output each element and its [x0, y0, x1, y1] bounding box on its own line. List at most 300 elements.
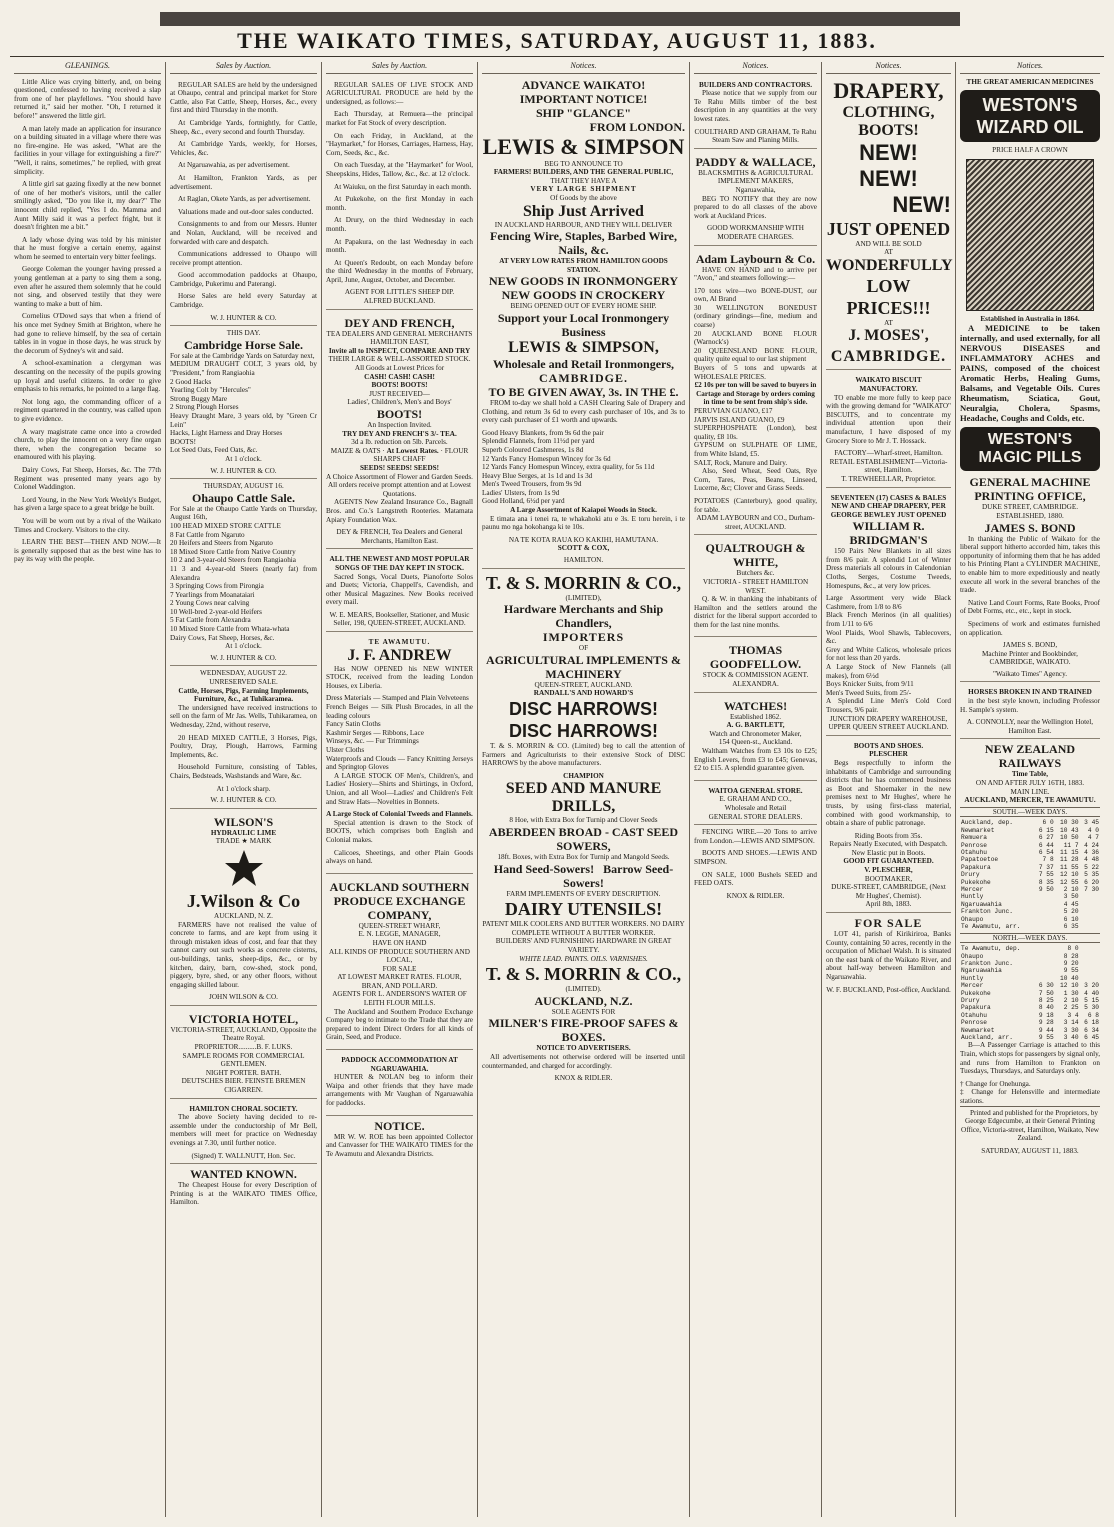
cambridge: CAMBRIDGE.	[538, 370, 628, 385]
station-name: Pukekohe	[961, 878, 991, 886]
just-opened: JUST OPENED	[826, 218, 951, 239]
dey-orders: All orders receive prompt attention and at Lowest Quotations.	[327, 481, 472, 498]
departure-time: 5 15	[1084, 996, 1099, 1004]
auckland-nz: AUCKLAND, N.Z.	[534, 993, 633, 1008]
sale-item: 8 Fat Cattle from Ngaruto	[170, 530, 245, 539]
dey-seeds-sub: A Choice Assortment of Flower and Garden Seeds.	[326, 472, 473, 481]
disc-harrows-1: DISC HARROWS!	[509, 699, 658, 719]
departure-time: 6 34	[1084, 1026, 1099, 1034]
timetable-row	[960, 901, 1100, 908]
goods-item: 12 Yards Fancy Homespun Wincey for 3s 6d	[482, 454, 611, 463]
bond-item: Native Land Court Forms, Rate Books, Proof of Debt Forms, etc., etc., kept in stock.	[960, 598, 1100, 616]
station-name: Papakura	[961, 1004, 991, 1012]
departure-time: 4 24	[1084, 841, 1099, 849]
departure-time: 6 8	[1087, 1011, 1099, 1019]
ad-line: Horse Sales are held every Saturday at Cambridge.	[170, 292, 317, 310]
general-printing: GENERAL MACHINE PRINTING OFFICE,	[969, 475, 1091, 504]
dey-just: JUST RECEIVED—	[369, 389, 430, 398]
timetable-row	[960, 1019, 1100, 1026]
biscuit-ad	[826, 373, 951, 487]
ad-signature: W. J. HUNTER & CO.	[210, 313, 277, 322]
departure-time: 10 50	[1060, 834, 1079, 842]
wilson-text: FARMERS have not realised the value of concrete to farms, and are kept from using it through mistaken ideas of cost, and fear that they cannot carry out such works as concrete cisterns, out-buildings, tanks, sheep-dips, &c., or by kitchen, dairy, barn, cow-shed, stock pond, piggery, byre, shed, or any other floors, without engaging skilled labour.	[170, 920, 317, 989]
goodfellow-title: THOMAS GOODFELLOW.	[709, 643, 802, 672]
stock-item: Wool Plaids, Wool Shawls, Tablecovers, &c.	[826, 628, 951, 646]
boots-title: BOOTS AND SHOES.	[853, 741, 924, 750]
departure-time	[1080, 908, 1100, 915]
departure-time	[1080, 960, 1100, 967]
jarvis: JARVIS ISLAND GUANO, £9	[694, 415, 785, 424]
choral-society-ad	[170, 1102, 317, 1165]
gleaning-paragraph: LEARN THE BEST—THEN AND NOW.—It is generally supposed that as the best wine has to pay its way with the people.	[14, 538, 161, 564]
timetable-row	[960, 856, 1100, 863]
from-today: FROM to-day we shall hold a CASH Clearing Sale of Drapery and Clothing, and return 3s 6d to every cash purchaser of 10s, and 3s to every cash purchaser of £1 worth and upwards.	[482, 398, 685, 425]
ad-lines	[326, 110, 473, 284]
departure-time: 11 55	[1060, 863, 1079, 871]
ad-line: At Queen's Redoubt, on each Monday before the third Wednesday in the months of February, April, June, August, October, and December.	[326, 258, 473, 284]
plescher-sign: V. PLESCHER,	[864, 866, 913, 875]
change-onehunga: † Change for Onehunga.	[960, 1079, 1031, 1088]
dey-french-ad	[326, 313, 473, 550]
cambridge: CAMBRIDGE.	[826, 345, 951, 370]
departure-time: 3 30	[1063, 1026, 1079, 1034]
of: OF	[578, 644, 589, 653]
wanted-text: The Cheapest House for every Description of Printing is at the WAIKATO TIMES Office, Hamilton.	[170, 1181, 317, 1207]
timetable-row	[960, 990, 1100, 997]
superphosphate: SUPERPHOSPHATE (London), best quality, £8 10s.	[694, 424, 817, 441]
departure-time: 10 43	[1060, 826, 1079, 834]
ad-line: On each Friday, in Auckland, at the "Haymarket," for Horses, Carriages, Harness, Hay, Corn, Seeds, &c., &c.	[326, 131, 473, 157]
maori-notice: E timata ana i tenei ra, te whakahoki atu e 3s. E toru herein, i te paunu mo nga hokohanga ki te 10s.	[482, 514, 685, 532]
departure-time: 4 36	[1084, 849, 1099, 857]
departure-time: 8 0	[1067, 945, 1079, 953]
sale-item: 10 2 and 3-year-old Steers from Rangiaohia	[170, 556, 296, 565]
alexandra: ALEXANDRA.	[732, 680, 779, 689]
column-header: Sales by Auction.	[170, 62, 317, 74]
ad-line: Consignments to and from our Messrs. Hunter and Nolan, Auckland, will be received and forwarded with care and despatch.	[170, 220, 317, 246]
choral-text: The above Society having decided to re-assemble under the conductorship of Mr Bell, members will meet for practice on Wednesday evenings at 7.30, until further notice.	[170, 1113, 317, 1147]
milner-safes: MILNER'S FIRE-PROOF SAFES & BOXES.	[488, 1016, 679, 1045]
departure-time	[1034, 908, 1054, 915]
columns	[10, 62, 1104, 1517]
timetable-row	[960, 879, 1100, 886]
advertisers-title: NOTICE TO ADVERTISERS.	[536, 1044, 631, 1053]
sale-item: 7 Yearlings from Moanataiari	[170, 590, 255, 599]
ad-lines	[170, 119, 317, 310]
departure-time	[1080, 923, 1100, 930]
moses: J. MOSES',	[848, 327, 929, 345]
departure-time: 10 30	[1060, 819, 1079, 827]
departure-time: 6 10	[1063, 915, 1079, 923]
duke-street: DUKE STREET, CAMBRIDGE.	[981, 503, 1079, 512]
timetable-row	[960, 945, 1100, 952]
drapery: DRAPERY,	[833, 77, 944, 103]
horses-title: HORSES BROKEN IN AND TRAINED	[968, 688, 1092, 697]
new-2: NEW!	[859, 165, 918, 191]
choral-title: HAMILTON CHORAL SOCIETY.	[189, 1104, 298, 1113]
timetable-row	[960, 864, 1100, 871]
plescher: PLESCHER	[869, 750, 908, 759]
potatoes: POTATOES (Canterbury), good quality, for table.	[694, 496, 817, 514]
station-name: Mercer	[961, 886, 984, 894]
stock-item: Kashmir Serges — Ribbons, Lace	[326, 728, 424, 737]
andrew-special: Special attention is drawn to the Stock of BOOTS, which comprises both English and Colonial makes.	[326, 818, 473, 844]
wilson-sign: JOHN WILSON & CO.	[209, 993, 278, 1002]
dairy-utensils: DAIRY UTENSILS!	[504, 899, 663, 920]
departure-time: 9 20	[1063, 959, 1079, 967]
departure-time: 6 35	[1063, 923, 1079, 931]
builders-contractors-ad	[694, 78, 817, 149]
north-header: NORTH.—WEEK DAYS.	[960, 933, 1100, 944]
will-be-sold: AND WILL BE SOLD	[855, 239, 922, 248]
exchange-text: The Auckland and Southern Produce Exchange Company beg to intimate to the Trade that they are prepared to indent Direct Orders for all kinds of Grain, Seed, and Produce.	[326, 1007, 473, 1042]
hotel-beer: DEUTSCHES BIER. FEINSTE BREMEN CIGARREN.	[181, 1077, 306, 1095]
goods-item: Men's Tweed Trousers, from 9s 9d	[482, 480, 582, 489]
dey-inspect: An Inspection Invited.	[367, 421, 432, 429]
hotel-night: NIGHT PORTER. BATH.	[205, 1068, 282, 1077]
timetable-row	[960, 923, 1100, 930]
fit: GOOD FIT GUARANTEED.	[843, 857, 934, 866]
stock-item: Winseys, &c. — Fur Trimmings	[326, 737, 419, 746]
column-notices-1	[478, 62, 690, 1517]
dey-tea: TRY DEY AND FRENCH'S 3/- TEA.	[342, 429, 457, 438]
dey-boots-2: BOOTS!	[376, 407, 423, 421]
horse-sale-title: Cambridge Horse Sale.	[184, 337, 303, 352]
kaiapoi: A Large Assortment of Kaiapoi Woods in Stock.	[510, 506, 657, 515]
ad-line: At Papakura, on the last Wednesday in each month.	[326, 237, 473, 255]
sale-text: The undersigned have received instructions to sell on the farm of Mr Jas. Wells, Tuhikaramea, on Wednesday, 22nd, without reserve,	[170, 703, 317, 729]
stock-item: Dress Materials — Stamped and Plain Velveteens	[326, 694, 469, 703]
new-goods-crockery: NEW GOODS IN CROCKERY	[501, 288, 666, 303]
andrew-items	[326, 694, 473, 771]
ad-signature: ALFRED BUCKLAND.	[363, 297, 436, 306]
boots-shoes: BOOTS AND SHOES.—LEWIS AND SIMPSON.	[694, 849, 817, 866]
hotel-proprietor: PROPRIETOR..........B. F. LUKS.	[194, 1043, 293, 1052]
exchange-manager: E. N. LEGGE, MANAGER,	[358, 930, 441, 939]
horses-ad	[960, 685, 1100, 739]
station-name: Frankton Junc.	[961, 908, 1013, 916]
dey-maize: MAIZE & OATS	[330, 446, 381, 455]
butchers: Butchers &c.	[736, 569, 775, 578]
disc-text: T. & S. MORRIN & CO. (Limited) beg to call the attention of Farmers and Agriculturists to their extensive Stock of DISC HARROWS by the above manufacturers.	[482, 742, 685, 768]
sale-item: 2 Young Cows near calving	[170, 599, 250, 608]
departure-time: 9 50	[1038, 886, 1054, 894]
sale-item: Strong Buggy Mare	[170, 394, 228, 403]
timetable-row	[960, 967, 1100, 974]
exchange-title: AUCKLAND SOUTHERN PRODUCE EXCHANGE COMPANY,	[329, 879, 470, 922]
ngaruawahia: Ngaruawahia,	[735, 185, 776, 194]
ad-line: On each Tuesday, at the "Haymarket" for Wool, Sheepskins, Hides, Tallow, &c., &c. at 12 o'clock.	[326, 161, 473, 178]
sale-item: 10 Well-bred 2-year-old Heifers	[170, 607, 262, 616]
qualtrough-text: Q. & W. in thanking the inhabitants of Hamilton and the settlers around the district for the liberal support accorded to them for the last nine months.	[694, 595, 817, 629]
peruvian: PERUVIAN GUANO, £17	[694, 407, 773, 415]
departure-time: 3 50	[1063, 893, 1079, 901]
departure-time: 12 55	[1060, 878, 1079, 886]
stock-item: Ulster Cloths	[326, 746, 365, 754]
sale-item: Household Furniture, consisting of Tables, Chairs, Bedsteads, Washstands and Ware, &c.	[170, 763, 317, 780]
paddock-text: HUNTER & NOLAN beg to inform their Waipa and other friends that they have made arrangements with Mr Vaughan of Ngaruawahia for paddocks.	[326, 1073, 473, 1107]
they-have: THAT THEY HAVE A	[550, 176, 617, 185]
station-name: Mercer	[961, 982, 984, 990]
of-goods: Of Goods by the above	[550, 193, 617, 202]
dey-prices: All Goods at Lowest Prices for	[354, 364, 445, 373]
ad-line: At Ngaruawahia, as per advertisement.	[178, 161, 290, 170]
wilson-sub: HYDRAULIC LIME	[210, 828, 277, 837]
stock-item: A Large Stock of New Flannels (all makes), from 6½d	[826, 663, 951, 680]
masthead: THE WAIKATO TIMES, SATURDAY, AUGUST 11, 1883.	[237, 28, 877, 53]
departure-time	[1034, 916, 1054, 923]
departure-time: 7 50	[1038, 989, 1054, 997]
waitoa-title: WAITOA GENERAL STORE.	[708, 786, 803, 795]
dey-grain-row: MAIZE & OATS · At Lowest Rates. · FLOUR SHARPS CHAFF	[330, 446, 469, 464]
departure-time	[1034, 923, 1054, 930]
ad-line: Each Thursday, at Remuera—the principal market for Fat Stock of every description.	[326, 110, 473, 127]
departure-time: 8 25	[1038, 996, 1054, 1004]
knox-ridler: KNOX & RIDLER.	[726, 891, 785, 900]
departure-time: 5 22	[1084, 863, 1099, 871]
bootmaker: BOOTMAKER,	[864, 874, 913, 883]
sale-item: 20 Heifers and Steers from Ngaruto	[170, 539, 273, 548]
departure-time: 8 28	[1063, 952, 1079, 960]
choral-sign: (Signed) T. WALLNUTT, Hon. Sec.	[191, 1151, 296, 1160]
paddy-sub: BLACKSMITHS & AGRICULTURAL IMPLEMENT MAKERS,	[698, 168, 813, 186]
paddock-ad	[326, 1053, 473, 1116]
very-large: VERY LARGE SHIPMENT	[530, 185, 637, 194]
at: AT	[884, 248, 893, 257]
timetable-row	[960, 960, 1100, 967]
departure-time: 9 44	[1038, 1026, 1054, 1034]
departure-time: 6 20	[1084, 878, 1099, 886]
sale-date: WEDNESDAY, AUGUST 22.	[200, 669, 287, 678]
andrew-ad	[326, 635, 473, 874]
dey-tea-sub: 3d a lb. reduction on 5lb. Parcels.	[351, 438, 448, 447]
station-name: Drury	[961, 871, 980, 879]
wilson-lime-ad	[170, 812, 317, 1006]
agent-line: AGENT FOR LITTLE'S SHEEP DIP.	[344, 288, 455, 297]
sale-date: THURSDAY, AUGUST 16.	[203, 482, 284, 491]
stock-item: Fancy Satin Cloths	[326, 720, 381, 729]
victoria-street: VICTORIA - STREET HAMILTON WEST.	[702, 577, 809, 595]
gleaning-paragraph: Cornelius O'Dowd says that when a friend of his once met Sydney Smith at Brighton, where he had gone to relieve himself, by the sea of certain tables in in vogue in those days, he was struck by the decorum of Sydney's wit and said.	[14, 312, 161, 355]
on-after: ON AND AFTER JULY 16TH, 1883.	[975, 779, 1085, 788]
connolly: A. CONNOLLY, near the Wellington Hotel, Hamilton East.	[966, 718, 1094, 735]
builders-hardware: BUILDERS' AND FURNISHING HARDWARE IN GREAT VARIETY.	[495, 937, 672, 954]
departure-time: 3 40	[1063, 1033, 1079, 1041]
dey-rates: At Lowest Rates.	[386, 446, 439, 455]
station-name: Otahuhu	[961, 1011, 987, 1019]
wilson-brand: WILSON'S	[213, 814, 274, 829]
harbour: IN AUCKLAND HARBOUR, AND THEY WILL DELIVER	[494, 220, 673, 229]
departure-time: 10 40	[1060, 974, 1079, 982]
stock-item: Large Assortment very wide Black Cashmere, from 1/8 to 8/6	[826, 594, 951, 611]
departure-time	[1034, 967, 1054, 974]
morrin-title: T. & S. MORRIN & CO.,	[485, 572, 682, 593]
bartlett: A. G. BARTLETT,	[726, 721, 785, 730]
goods-item: 12 Yards Fancy Homespun Wincey, extra quality, for 5s 11d	[482, 463, 655, 472]
exchange-agents: AGENTS FOR L. ANDERSON'S WATER OF LEITH FLOUR MILLS.	[332, 990, 467, 1008]
cattle-sale-items	[170, 505, 317, 643]
sole-agents: SOLE AGENTS FOR	[551, 1007, 616, 1016]
support-local: Support your Local Ironmongery Business	[497, 310, 670, 339]
departure-time: 9 18	[1038, 1011, 1054, 1019]
ad-line: At Waiuku, on the first Saturday in each month.	[334, 182, 472, 191]
hardware: Hardware Merchants and Ship Chandlers,	[503, 602, 664, 631]
advertisers-text: All advertisements not otherwise ordered will be inserted until countermanded, and charged for accordingly.	[482, 1052, 685, 1070]
sale-item: 20 HEAD MIXED CATTLE, 3 Horses, Pigs, Poultry, Dray, Plough, Harrows, Farming Implements, &c.	[170, 733, 317, 759]
paddy-wallace-ad	[694, 152, 817, 246]
station-name: Te Awamutu, arr.	[961, 923, 1021, 931]
randall: RANDALL'S AND HOWARD'S	[533, 689, 634, 698]
departure-time	[1080, 916, 1100, 923]
departure-time: 3 45	[1084, 819, 1099, 827]
andrew-calicoes: Calicoes, Sheetings, and other Plain Goods always on hand.	[326, 848, 473, 866]
sale-item: 11 3 and 4-year-old Steers (nearly fat) from Alexandra	[170, 564, 317, 582]
departure-time: 5 20	[1063, 908, 1079, 916]
timetable-row	[960, 886, 1100, 893]
sale-item: Yearling Colt by "Hercules"	[170, 386, 251, 395]
stock-item: Waterproofs and Clouds — Fancy Knitting Jerseys and Springtop Gloves	[326, 754, 473, 772]
andrew-sub: Has NOW OPENED his NEW WINTER STOCK, received from the leading London Houses, ex Liberia.	[326, 664, 473, 690]
paddock-title: PADDOCK ACCOMMODATION AT NGARUAWAHIA.	[341, 1056, 458, 1073]
station-name: Penrose	[961, 841, 987, 849]
farmers: FARMERS! BUILDERS, AND THE GENERAL PUBLIC,	[493, 168, 674, 177]
departure-time: 11 28	[1060, 856, 1079, 864]
new-goods-iron: NEW GOODS IN IRONMONGERY	[488, 274, 679, 289]
notice-ad	[326, 1119, 473, 1159]
sale-time: At 1 o'clock.	[225, 642, 262, 651]
bond-item: Specimens of work and estimates furnished on application.	[960, 619, 1100, 637]
coulthard: COULTHARD AND GRAHAM, Te Rahu Steam Saw and Planing Mills.	[694, 127, 817, 145]
sale-item: For Sale at the Ohaupo Cattle Yards on Thursday, August 16th,	[170, 504, 317, 522]
laybourn-text: HAVE ON HAND and to arrive per "Avon," and steamers following:—	[694, 265, 817, 283]
wizard-oil: WIZARD OIL	[976, 117, 1084, 138]
departure-time: 6 27	[1038, 834, 1054, 842]
cattle-sale-title: Ohaupo Cattle Sale.	[191, 490, 295, 505]
morrin-title-2: T. & S. MORRIN & CO.,	[485, 964, 682, 985]
stock-item: Boys Knicker Suits, from 9/11	[826, 680, 914, 689]
departure-time: 1 30	[1063, 989, 1079, 997]
duke-street: DUKE-STREET, CAMBRIDGE, (Next Mr Hughes', Chemist).	[831, 883, 946, 900]
gleaning-paragraph: Little Alice was crying bitterly, and, on being questioned, confessed to having received a slap from one of her playfellows. "You should have returned it," said her mother. "Oh, I returned it before!" answered the little girl.	[14, 77, 161, 120]
sale-item: Heavy Draught Mare, 3 years old, by "Green Cr Lein"	[170, 412, 317, 429]
departure-time	[1034, 945, 1054, 952]
dey-invite: Invite all to INSPECT, COMPARE AND TRY	[328, 346, 471, 355]
unreserved-sale: UNRESERVED SALE.	[209, 678, 278, 687]
departure-time: 12 10	[1060, 871, 1079, 879]
departure-time: 9 55	[1038, 1033, 1054, 1041]
qualtrough-title: QUALTROUGH & WHITE,	[705, 541, 806, 570]
laybourn-sign: ADAM LAYBOURN and CO., Durham-street, AUCKLAND.	[696, 514, 815, 531]
timetable-row	[960, 1004, 1100, 1011]
station-name: Auckland, arr.	[961, 1033, 1013, 1041]
stock-item: A Splendid Line Men's Cold Cord Trousers, 9/6 pair.	[826, 697, 951, 714]
hamilton: HAMILTON.	[482, 553, 685, 569]
stock-item: 30 WELLINGTON BONEDUST (ordinary grindings—fine, medium and coarse)	[694, 303, 817, 330]
station-name: Drury	[961, 996, 980, 1004]
gleaning-paragraph: A wary magistrate came once into a crowded church, to play the innocent on a very fine organ there, when the congregation became so enamoured with his playing.	[14, 427, 161, 462]
builders-text: Please notice that we supply from our Te Rahu Mills timber of the best description in any quantities at the very lowest rates.	[694, 89, 817, 123]
fencing-wire: FENCING WIRE.—20 Tons to arrive from London.—LEWIS AND SIMPSON.	[694, 828, 817, 845]
sale-item: Dairy Cows, Fat Sheep, Horses, &c.	[170, 633, 275, 642]
goods-item: Superb Coloured Cashmeres, 1s 8d	[482, 445, 584, 454]
departure-time: 7 37	[1038, 863, 1054, 871]
ad-line: At Hamilton, Frankton Yards, as per advertisement.	[170, 173, 317, 191]
column-header: Notices.	[482, 62, 685, 74]
gypsum: GYPSUM on SULPHATE OF LIME, from White Island, £5.	[694, 441, 817, 458]
station-name: Ohaupo	[961, 915, 984, 923]
gleaning-paragraph: George Coleman the younger having pressed a young gentleman at a party to sing them a song, even after he assured them solemnly that he could not sing, and observed testily that they were wanting to make a butt of him.	[14, 265, 161, 308]
masthead-bar	[160, 12, 960, 26]
champion: CHAMPION	[563, 771, 604, 780]
stock-item: Buyers of 5 tons and upwards at WHOLESALE PRICES.	[694, 364, 817, 381]
sale-item: 18 Mixed Store Cattle from Native Country	[170, 547, 296, 556]
established: Established 1862.	[729, 712, 782, 721]
departure-time: 8 40	[1038, 1004, 1054, 1012]
mears-sign: W. E. MEARS, Bookseller, Stationer, and Music Seller, 198, QUEEN-STREET, AUCKLAND.	[329, 610, 470, 628]
disc-harrows-2: DISC HARROWS!	[509, 721, 658, 741]
barrow-sowers: Barrow Seed-Sowers!	[563, 861, 674, 890]
timetable-row	[960, 975, 1100, 982]
departure-time: 12 10	[1060, 982, 1079, 990]
sale-item: MEDIUM DRAUGHT COLT, 3 years old, by "President," from Rangiaohia	[170, 360, 317, 378]
column-auction-2	[322, 62, 478, 1517]
bridgman-ad	[826, 491, 951, 736]
departure-time: 4 45	[1063, 900, 1079, 908]
sale-item: 100 HEAD MIXED STORE CATTLE	[170, 521, 281, 530]
timetable-row	[960, 908, 1100, 915]
importers: IMPORTERS	[542, 630, 625, 645]
departure-time: 2 10	[1063, 996, 1079, 1004]
departure-time: 9 55	[1063, 967, 1079, 975]
departure-time	[1034, 975, 1054, 982]
qualtrough-ad	[694, 538, 817, 637]
retail: RETAIL ESTABLISHMENT—Victoria-street, Hamilton.	[829, 457, 948, 475]
bartlett-address: 154 Queen-st., Auckland.	[718, 738, 793, 747]
timetable-row	[960, 842, 1100, 849]
medicine-text: A MEDICINE to be taken internally, and used externally, for all NERVOUS DISEASES and INFLAMMATORY ACHES and PAINS, composed of the choicest Aromatic Herbs, Healing Gums, Balsams, and Vegetable Oils. Cures Rheumatism, Sciatica, Gout, Neuralgia, Cholera, Spasms, Headache, Coughs and Colds, etc.	[960, 323, 1100, 424]
dey-flour: FLOUR SHARPS CHAFF	[373, 446, 469, 464]
hotel-address: VICTORIA-STREET, AUCKLAND, Opposite the Theatre Royal.	[170, 1025, 317, 1043]
departure-time: 4 40	[1084, 989, 1099, 997]
sale-item: Lot Seed Oats, Feed Oats, &c.	[170, 446, 258, 455]
medicine-illustration	[966, 159, 1094, 311]
departure-time	[1034, 901, 1054, 908]
departure-time: 6 0	[1042, 819, 1054, 827]
bond-items	[960, 599, 1100, 637]
advance-waikato: ADVANCE WAIKATO!	[521, 77, 646, 92]
fencing: Fencing Wire, Staples, Barbed Wire, Nails, &c.	[489, 229, 677, 258]
bond-city: CAMBRIDGE, WAIKATO.	[989, 658, 1071, 667]
station-name: Huntly	[961, 893, 984, 901]
gleaning-paragraph: A school-examination a clergyman was descanting on the necessity of the pupils growing up loyal and useful citizens. In order to give emphasis to his remarks, he pointed to a large flag.	[14, 359, 161, 394]
watch-maker: Watch and Chronometer Maker,	[709, 729, 802, 738]
goods-item: Good Holland, 6½d per yard	[482, 497, 565, 506]
column-header: Notices.	[826, 62, 951, 74]
being-opened: BEING OPENED OUT OF EVERY HOME SHIP.	[510, 302, 657, 311]
sowers-row	[482, 862, 685, 890]
timetable-row	[960, 997, 1100, 1004]
bond-role: Machine Printer and Bookbinder,	[982, 649, 1078, 658]
tuhikaramea-sale-title: Cattle, Horses, Pigs, Farming Implements, Furniture, &c., at Tuhikaramea.	[178, 686, 309, 704]
gleaning-paragraph: You will be worn out by a rival of the Waikato Times and Crockery. Visitors to the city.	[14, 516, 161, 534]
given-away: TO BE GIVEN AWAY, 3s. IN THE £.	[488, 384, 679, 399]
ad-line: Valuations made and out-door sales conducted.	[178, 207, 314, 216]
timetable-row	[960, 1012, 1100, 1019]
station-name: Ngaruawahia	[961, 900, 1002, 908]
exchange-rates: AT LOWEST MARKET RATES. FLOUR, BRAN, AND POLLARD.	[337, 973, 462, 990]
laybourn-saving: £2 10s per ton will be saved to buyers in Cartage and Storage by orders coming in time to be sent from ship's side.	[694, 381, 817, 407]
dey-address: HAMILTON EAST,	[370, 338, 429, 347]
